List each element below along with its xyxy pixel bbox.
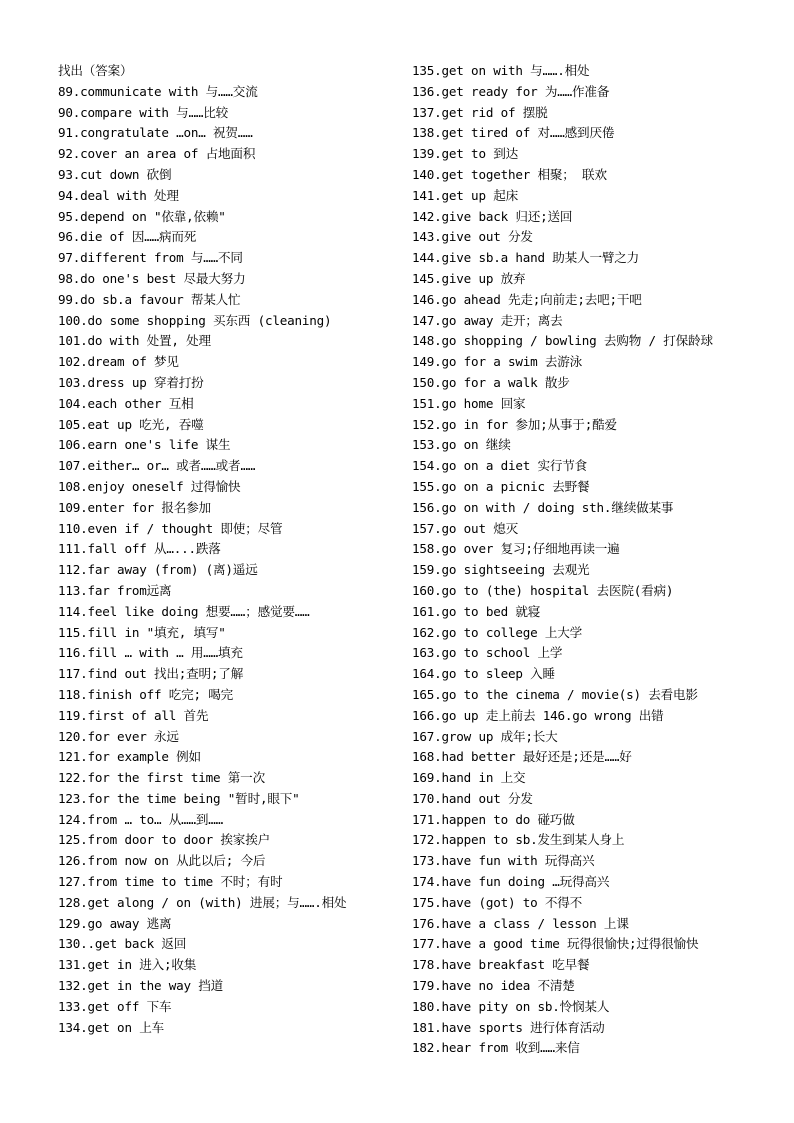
phrase-entry: 173.have fun with 玩得高兴 xyxy=(412,853,595,869)
phrase-entry: 144.give sb.a hand 助某人一臂之力 xyxy=(412,250,640,266)
phrase-entry: 146.go ahead 先走;向前走;去吧;干吧 xyxy=(412,291,642,307)
phrase-entry: 150.go for a walk 散步 xyxy=(412,374,570,390)
phrase-entry: 105.eat up 吃光, 吞噬 xyxy=(58,416,204,432)
phrase-entry: 163.go to school 上学 xyxy=(412,645,563,661)
phrase-entry: 99.do sb.a favour 帮某人忙 xyxy=(58,291,241,307)
phrase-entry: 120.for ever 永远 xyxy=(58,728,179,744)
phrase-entry: 108.enjoy oneself 过得愉快 xyxy=(58,478,241,494)
phrase-entry: 128.get along / on (with) 进展；与…….相处 xyxy=(58,894,347,910)
phrase-entry: 132.get in the way 挡道 xyxy=(58,978,224,994)
phrase-entry: 119.first of all 首先 xyxy=(58,707,209,723)
phrase-entry: 121.for example 例如 xyxy=(58,749,201,765)
phrase-entry: 147.go away 走开；离去 xyxy=(412,312,563,328)
phrase-entry: 找出（答案） xyxy=(58,63,133,78)
phrase-entry: 134.get on 上车 xyxy=(58,1019,164,1035)
phrase-entry: 96.die of 因……病而死 xyxy=(58,229,197,245)
phrase-entry: 100.do some shopping 买东西 (cleaning) xyxy=(58,312,332,328)
phrase-entry: 154.go on a diet 实行节食 xyxy=(412,458,588,474)
phrase-entry: 151.go home 回家 xyxy=(412,395,526,411)
phrase-entry: 161.go to bed 就寝 xyxy=(412,603,541,619)
phrase-entry: 180.have pity on sb.怜悯某人 xyxy=(412,998,610,1014)
phrase-entry: 145.give up 放弃 xyxy=(412,270,526,286)
phrase-entry: 117.find out 找出;查明;了解 xyxy=(58,666,244,682)
left-column xyxy=(58,61,388,1038)
phrase-entry: 164.go to sleep 入睡 xyxy=(412,666,555,682)
phrase-entry: 158.go over 复习;仔细地再读一遍 xyxy=(412,541,620,557)
phrase-entry: 107.either… or… 或者……或者…… xyxy=(58,458,256,474)
phrase-entry: 179.have no idea 不清楚 xyxy=(412,978,575,994)
phrase-entry: 172.happen to sb.发生到某人身上 xyxy=(412,832,625,848)
phrase-entry: 169.hand in 上交 xyxy=(412,770,526,786)
phrase-entry: 167.grow up 成年;长大 xyxy=(412,728,558,744)
phrase-entry: 182.hear from 收到……来信 xyxy=(412,1040,580,1056)
right-column xyxy=(412,61,742,1059)
phrase-entry: 115.fill in "填充, 填写" xyxy=(58,624,226,640)
phrase-entry: 98.do one's best 尽最大努力 xyxy=(58,270,246,286)
phrase-entry: 92.cover an area of 占地面积 xyxy=(58,146,256,162)
phrase-entry: 103.dress up 穿着打扮 xyxy=(58,374,204,390)
phrase-entry: 125.from door to door 挨家挨户 xyxy=(58,832,270,848)
phrase-entry: 102.dream of 梦见 xyxy=(58,354,179,370)
phrase-entry: 109.enter for 报名参加 xyxy=(58,499,211,515)
phrase-entry: 110.even if / thought 即使；尽管 xyxy=(58,520,283,536)
phrase-entry: 127.from time to time 不时；有时 xyxy=(58,874,283,890)
phrase-entry: 130..get back 返回 xyxy=(58,936,187,952)
phrase-entry: 170.hand out 分发 xyxy=(412,790,533,806)
phrase-entry: 94.deal with 处理 xyxy=(58,187,179,203)
phrase-entry: 93.cut down 砍倒 xyxy=(58,166,172,182)
phrase-entry: 126.from now on 从此以后; 今后 xyxy=(58,853,266,869)
phrase-entry: 156.go on with / doing sth.继续做某事 xyxy=(412,499,674,515)
phrase-entry: 104.each other 互相 xyxy=(58,395,194,411)
phrase-entry: 139.get to 到达 xyxy=(412,146,518,162)
phrase-entry: 90.compare with 与……比较 xyxy=(58,104,229,120)
phrase-entry: 141.get up 起床 xyxy=(412,187,518,203)
phrase-entry: 124.from … to… 从……到…… xyxy=(58,811,224,827)
phrase-entry: 131.get in 进入;收集 xyxy=(58,957,197,973)
phrase-entry: 174.have fun doing …玩得高兴 xyxy=(412,874,610,890)
phrase-entry: 101.do with 处置, 处理 xyxy=(58,333,211,349)
phrase-entry: 181.have sports 进行体育活动 xyxy=(412,1019,605,1035)
phrase-entry: 111.fall off 从…...跌落 xyxy=(58,541,221,557)
phrase-entry: 175.have (got) to 不得不 xyxy=(412,894,583,910)
phrase-entry: 155.go on a picnic 去野餐 xyxy=(412,478,590,494)
phrase-entry: 114.feel like doing 想要……；感觉要…… xyxy=(58,603,310,619)
phrase-entry: 171.happen to do 碰巧做 xyxy=(412,811,575,827)
phrase-entry: 135.get on with 与…….相处 xyxy=(412,63,590,78)
phrase-entry: 149.go for a swim 去游泳 xyxy=(412,354,583,370)
phrase-entry: 177.have a good time 玩得很愉快;过得很愉快 xyxy=(412,936,699,952)
phrase-entry: 116.fill … with … 用……填充 xyxy=(58,645,243,661)
phrase-entry: 176.have a class / lesson 上课 xyxy=(412,915,629,931)
phrase-entry: 153.go on 继续 xyxy=(412,437,511,453)
phrase-entry: 91.congratulate …on… 祝贺…… xyxy=(58,125,253,141)
phrase-entry: 97.different from 与……不同 xyxy=(58,250,243,266)
phrase-entry: 136.get ready for 为……作准备 xyxy=(412,83,610,99)
phrase-entry: 89.communicate with 与……交流 xyxy=(58,83,258,99)
phrase-entry: 152.go in for 参加;从事于;酷爱 xyxy=(412,416,617,432)
phrase-entry: 142.give back 归还;送回 xyxy=(412,208,573,224)
phrase-entry: 157.go out 熄灭 xyxy=(412,520,518,536)
phrase-entry: 137.get rid of 摆脱 xyxy=(412,104,548,120)
phrase-entry: 106.earn one's life 谋生 xyxy=(58,437,231,453)
phrase-entry: 118.finish off 吃完; 喝完 xyxy=(58,686,234,702)
phrase-entry: 95.depend on "依靠,依赖" xyxy=(58,208,226,224)
phrase-entry: 133.get off 下车 xyxy=(58,998,172,1014)
phrase-entry: 159.go sightseeing 去观光 xyxy=(412,562,590,578)
phrase-entry: 168.had better 最好还是;还是……好 xyxy=(412,749,632,765)
phrase-entry: 140.get together 相聚； 联欢 xyxy=(412,166,607,182)
phrase-entry: 112.far away (from) (离)遥远 xyxy=(58,562,258,578)
phrase-entry: 166.go up 走上前去 146.go wrong 出错 xyxy=(412,707,664,723)
phrase-entry: 148.go shopping / bowling 去购物 / 打保龄球 xyxy=(412,333,713,349)
phrase-entry: 122.for the first time 第一次 xyxy=(58,770,265,786)
phrase-entry: 123.for the time being "暂时,眼下" xyxy=(58,790,300,806)
phrase-entry: 162.go to college 上大学 xyxy=(412,624,583,640)
phrase-entry: 113.far from远离 xyxy=(58,582,172,598)
phrase-entry: 178.have breakfast 吃早餐 xyxy=(412,957,590,973)
phrase-entry: 165.go to the cinema / movie(s) 去看电影 xyxy=(412,686,698,702)
phrase-entry: 143.give out 分发 xyxy=(412,229,533,245)
phrase-entry: 160.go to (the) hospital 去医院(看病) xyxy=(412,582,674,598)
phrase-entry: 129.go away 逃离 xyxy=(58,915,172,931)
phrase-entry: 138.get tired of 对……感到厌倦 xyxy=(412,125,615,141)
